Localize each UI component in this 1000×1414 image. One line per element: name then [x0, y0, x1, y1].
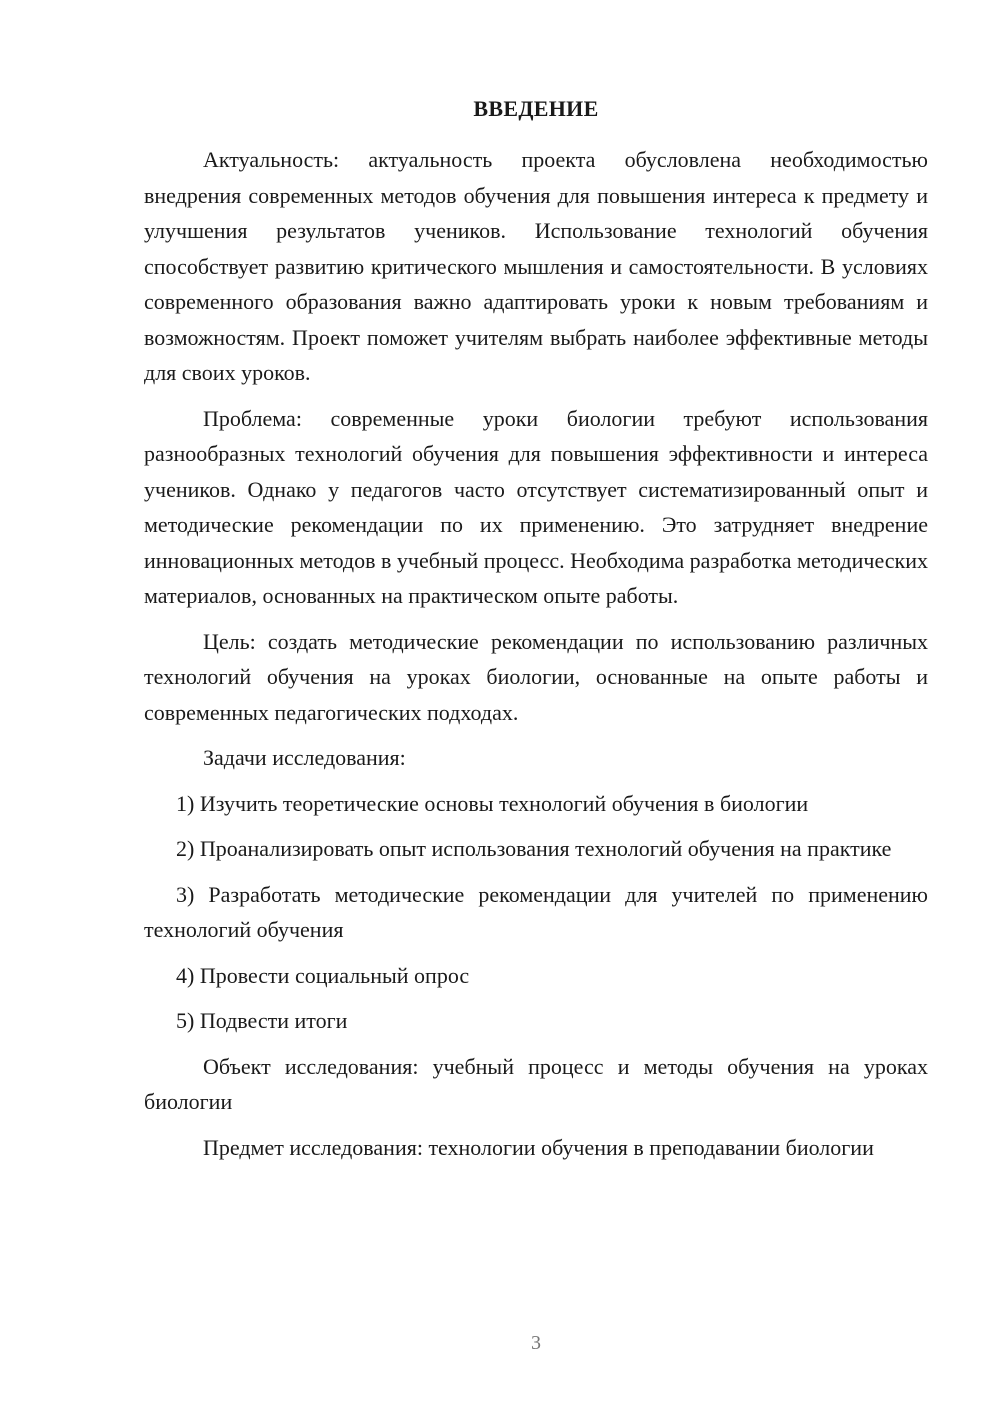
relevance-paragraph: Актуальность: актуальность проекта обусловлена необходимостью внедрения современных методов обучения для повышения интереса к предмету и улучшения результатов учеников. Использование технологий обучения способствует развитию критического мышления и самостоятельности. В условиях современного образования важно адаптировать уроки к новым требованиям и возможностям. Проект поможет учителям выбрать наиболее эффективные методы для своих уроков. — [144, 147, 928, 385]
document-body — [144, 142, 928, 1165]
goal-paragraph: Цель: создать методические рекомендации по использованию различных технологий обучения на уроках биологии, основанные на опыте работы и современных педагогических подходах. — [144, 628, 928, 725]
object-paragraph: Объект исследования: учебный процесс и методы обучения на уроках биологии — [144, 1053, 928, 1114]
task-item-4: 4) Провести социальный опрос — [176, 962, 470, 988]
task-item-1: 1) Изучить теоретические основы технологий обучения в биологии — [176, 790, 809, 816]
section-heading: ВВЕДЕНИЕ — [473, 96, 599, 121]
tasks-heading: Задачи исследования: — [203, 745, 406, 770]
task-item-2: 2) Проанализировать опыт использования технологий обучения на практике — [176, 836, 892, 861]
subject-paragraph: Предмет исследования: технологии обучения в преподавании биологии — [203, 1134, 874, 1160]
problem-paragraph: Проблема: современные уроки биологии требуют использования разнообразных технологий обучения для повышения эффективности и интереса учеников. Однако у педагогов часто отсутствует систематизированный опыт и методические рекомендации по их применению. Это затрудняет внедрение инновационных методов в учебный процесс. Необходима разработка методических материалов, основанных на практическом опыте работы. — [144, 405, 928, 608]
task-item-5: 5) Подвести итоги — [176, 1008, 348, 1033]
page-number: 3 — [531, 1332, 541, 1354]
task-item-3: 3) Разработать методические рекомендации для учителей по применению технологий обучения — [144, 881, 928, 942]
